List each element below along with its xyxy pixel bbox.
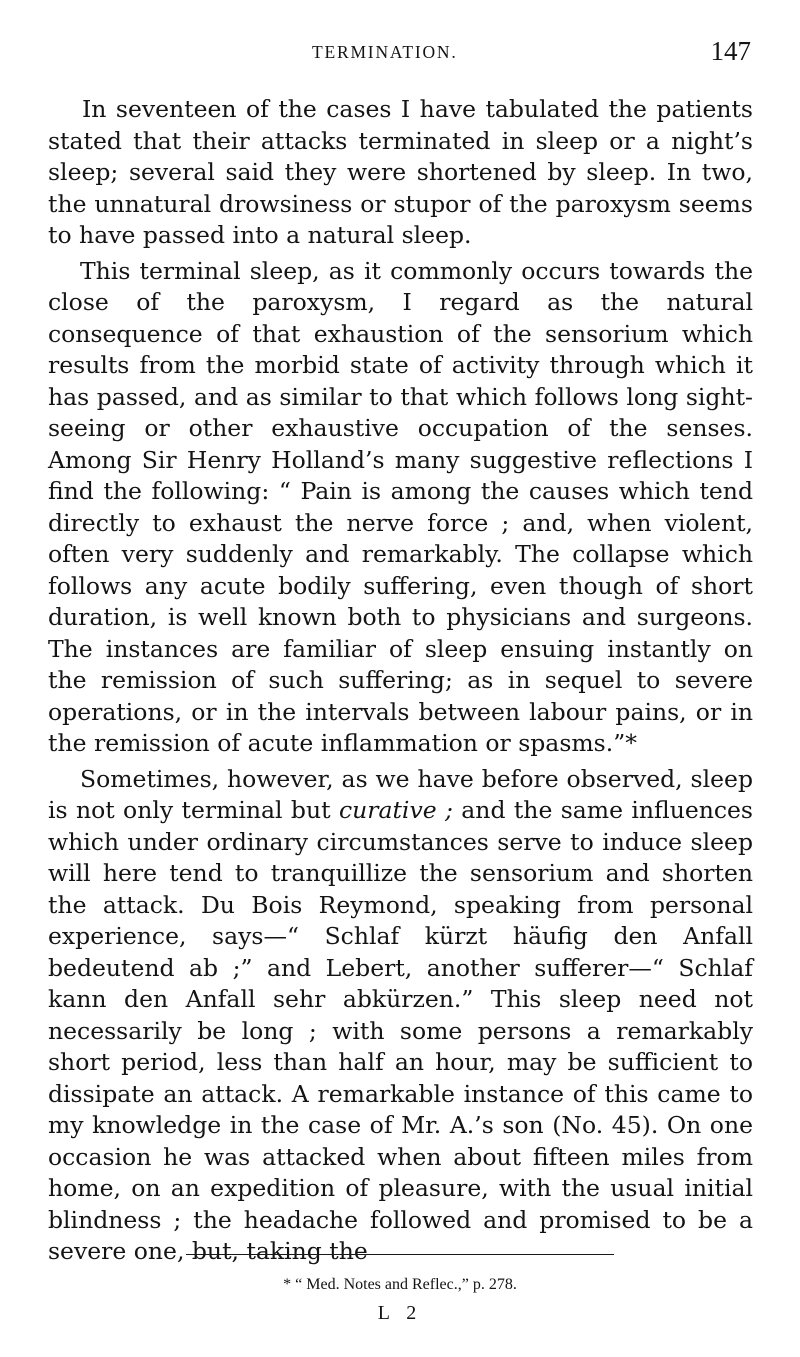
signature-mark: L 2 [377,1302,423,1324]
page-header [48,36,753,80]
footnote: * “ Med. Notes and Reflec.,” p. 278. [283,1276,517,1293]
footnote-rule [186,1254,614,1255]
page-number: 147 [710,36,751,66]
paragraph-3-text-before: Sometimes, however, as we have before observed, sleep is not only terminal but [48,764,753,824]
body-text [48,94,753,1272]
paragraph-2: This terminal sleep, as it commonly occurs towards the close of the paroxysm, I regard as the natural consequence of that exhaustion of the sensorium which results from the morbid state of activity through which it has passed, and as similar to that which follows long sight-seeing or other exhaustive occupation of the senses. Among Sir Henry Holland’s many suggestive reflections I find the following: “ Pain is among the causes which tend directly to exhaust the nerve force ; and, when violent, often very suddenly and remarkably. The collapse which follows any acute bodily suffering, even though of short duration, is well known both to physicians and surgeons. The instances are familiar of sleep ensuing instantly on the remission of such suffering; as in sequel to severe operations, or in the intervals between labour pains, or in the remission of acute inflammation or spasms.”* [48,256,753,757]
paragraph-1: In seventeen of the cases I have tabulated the patients stated that their attacks terminated in sleep or a night’s sleep; several said they were shortened by sleep. In two, the unnatural drowsiness or stupor of the paroxysm seems to have passed into a natural sleep. [48,95,753,249]
paragraph-3-emphasis: curative ; [338,796,453,824]
running-head: TERMINATION. [312,42,458,62]
paragraph-3 [48,764,753,1268]
paragraph-3-text-after: and the same influences which under ordinary circumstances serve to induce sleep will here tend to tranquillize the sensorium and shorten the attack. Du Bois Reymond, speaking from personal experience, says—“ Schlaf kürzt häufig den Anfall bedeutend ab ;” and Lebert, another sufferer—“ Schlaf kann den Anfall sehr abkürzen.” This sleep need not necessarily be long ; with some persons a remarkably short period, less than half an hour, may be sufficient to dissipate an attack. A remarkable instance of this came to my knowledge in the case of Mr. A.’s son (No. 45). On one occasion he was attacked when about fifteen miles from home, on an expedition of pleasure, with the usual initial blindness ; the headache followed and promised to be a severe one, but, taking the [48,796,753,1265]
